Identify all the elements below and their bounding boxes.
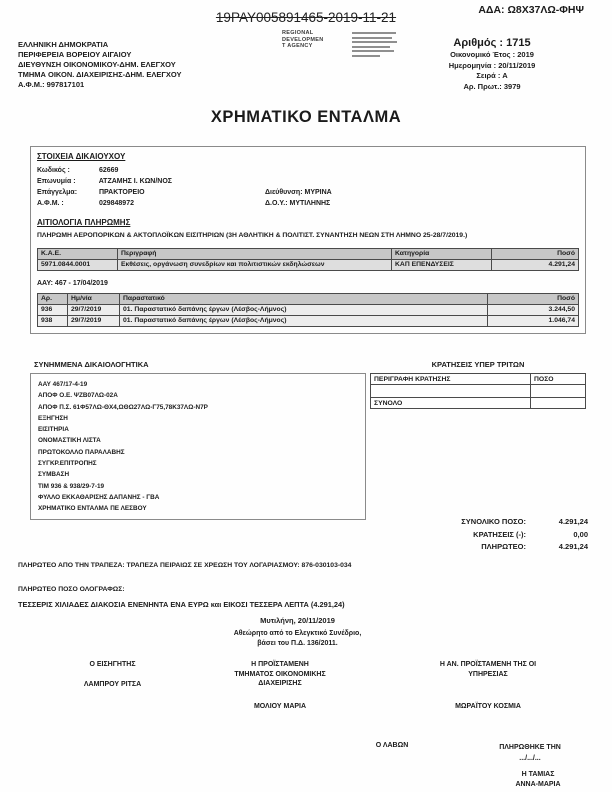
justification-section-title: ΑΙΤΙΟΛΟΓΙΑ ΠΛΗΡΩΜΗΣ [37, 218, 131, 227]
attachment-item: ΦΥΛΛΟ ΕΚΚΑΘΑΡΙΣΗΣ ΔΑΠΑΝΗΣ - ΓΒΑ [38, 493, 160, 501]
withholdings-amount-value: 0,00 [573, 529, 588, 539]
withholding-desc-header: ΠΕΡΙΓΡΑΦΗ ΚΡΑΤΗΣΗΣ [371, 374, 531, 384]
attachment-item: ΟΝΟΜΑΣΤΙΚΗ ΛΙΣΤΑ [38, 437, 101, 445]
kae-category-cell: ΚΑΠ ΕΠΕΝΔΥΣΕΙΣ [392, 260, 492, 270]
invoice-document-cell: 01. Παραστατικό δαπάνης έργων (Λέσβος-Λήμνος) [120, 305, 488, 315]
invoice-row-1 [38, 304, 578, 315]
profession-pair [37, 187, 265, 198]
bank-label: ΠΛΗΡΩΤΕΟ ΑΠΟ ΤΗΝ ΤΡΑΠΕΖΑ: [18, 562, 125, 569]
withholdings-total-value [531, 398, 585, 408]
withholdings-empty-row [371, 384, 585, 397]
paid-on-label: ΠΛΗΡΩΘΗΚΕ ΤΗΝ [499, 744, 561, 751]
invoice-header-amount: Ποσό [557, 295, 575, 302]
issue-date-value: 20/11/2019 [498, 60, 536, 70]
authority-line-3: ΔΙΕΥΘΥΝΣΗ ΟΙΚΟΝΟΜΙΚΟΥ-ΔΗΜ. ΕΛΕΓΧΟΥ [18, 60, 176, 69]
agency-stamp [282, 30, 344, 50]
authority-afm-line: Α.Φ.Μ.: 997817101 [18, 80, 85, 89]
beneficiary-section-title: ΣΤΟΙΧΕΙΑ ΔΙΚΑΙΟΥΧΟΥ [37, 152, 126, 161]
department-head-title-3: ΔΙΑΧΕΙΡΙΣΗΣ [258, 680, 302, 687]
withholdings-amount-row [328, 529, 588, 542]
signature-block-department-head [195, 660, 365, 711]
attachment-item: ΣΥΜΒΑΣΗ [38, 471, 70, 479]
code-value: 62669 [98, 167, 119, 174]
afm-pair [37, 198, 265, 209]
issuing-authority-block [18, 40, 248, 90]
attachment-item: ΑΠΟΦ Π.Σ. 61Φ57ΛΩ-ΘΧ4,ΩΘΩ27ΛΩ-Γ75,78Κ37ΛΩ-Ν7Ρ [38, 403, 208, 411]
kae-amount-cell: 4.291,24 [548, 261, 575, 268]
withholding-amount-cell [531, 385, 585, 397]
acting-head-title-1: Η ΑΝ. ΠΡΟΪΣΤΑΜΕΝΗ ΤΗΣ ΟΙ [439, 661, 537, 668]
invoices-header-row [38, 294, 578, 304]
invoice-no-cell: 938 [38, 316, 68, 326]
attachment-item: ΑΠΟΦ Ο.Ε. ΨΖΒ07ΛΩ-02Α [38, 392, 118, 400]
amount-in-words-label: ΠΛΗΡΩΤΕΟ ΠΟΣΟ ΟΛΟΓΡΑΦΩΣ: [18, 586, 125, 593]
total-amount-row [328, 516, 588, 529]
stamp-line-3: T AGENCY [282, 43, 313, 49]
protocol-value: 3979 [503, 81, 521, 91]
afm-label: Α.Φ.Μ. : [37, 200, 64, 207]
kae-description-cell: Εκθέσεις, οργάνωση συνεδρίων και πολιτιστικών εκδηλώσεων [118, 260, 392, 270]
name-value: ΑΤΖΑΜΗΣ Ι. ΚΩΝ/ΝΟΣ [98, 178, 173, 185]
warrant-number-label: Αριθμός : [453, 37, 504, 49]
invoice-header-no: Αρ. [38, 294, 68, 304]
cashier-name: ΑΝΝΑ-ΜΑΡΙΑ [515, 781, 561, 788]
name-pair [37, 176, 265, 187]
profession-value: ΠΡΑΚΤΟΡΕΙΟ [98, 189, 145, 196]
cashier-title: Η ΤΑΜΙΑΣ [521, 771, 555, 778]
paid-date-placeholder: .../.../... [519, 755, 541, 762]
withholdings-table [370, 373, 586, 409]
justification-text: ΠΛΗΡΩΜΗ ΑΕΡΟΠΟΡΙΚΩΝ & ΑΚΤΟΠΛΟΪΚΩΝ ΕΙΣΙΤΗΡΙΩΝ (3Η ΑΘΛΗΤΙΚΗ & ΠΟΛΙΤΙΣΤ. ΣΥΝΑΝΤΗΣΗ ΝΕΩΝ ΣΤΗ ΛΗΜΝΟ 25-28/7/2019.) [37, 232, 468, 239]
aay-value: 467 - 17/04/2019 [54, 279, 108, 287]
bank-value: ΤΡΑΠΕΖΑ ΠΕΙΡΑΙΩΣ ΣΕ ΧΡΕΩΣΗ ΤΟΥ ΛΟΓΑΡΙΑΣΜΟΥ: 876-030103-034 [126, 562, 352, 569]
series-value: Α [502, 71, 508, 80]
aay-reference [37, 280, 579, 287]
fiscal-year-label: Οικονομικό Έτος : [450, 50, 516, 59]
note-line-2: βάσει του Π.Δ. 136/2011. [257, 639, 338, 647]
invoice-date-cell: 29/7/2019 [68, 305, 120, 315]
beneficiary-name-row [37, 176, 579, 187]
bank-payment-line [18, 562, 351, 569]
note-line-1: Αθεώρητο από το Ελεγκτικό Συνέδριο, [233, 630, 362, 637]
aay-label: ΑΑΥ: [37, 279, 53, 287]
invoice-no-cell: 936 [38, 305, 68, 315]
kae-header-category: Κατηγορία [392, 249, 492, 259]
receiver-label: Ο ΛΑΒΩΝ [375, 742, 409, 749]
warrant-number-line [398, 36, 586, 50]
address-pair [265, 187, 332, 198]
invoice-amount-cell: 3.244,50 [548, 306, 575, 313]
authority-line-2: ΠΕΡΙΦΕΡΕΙΑ ΒΟΡΕΙΟΥ ΑΙΓΑΙΟΥ [18, 50, 132, 59]
attachment-item: ΑΑΥ 467/17-4-19 [38, 381, 88, 388]
kae-header-row [38, 249, 578, 259]
attachments-section-title: ΣΥΝΗΜΜΕΝΑ ΔΙΚΑΙΟΛΟΓΗΤΙΚΑ [34, 360, 149, 369]
issue-date-label: Ημερομηνία : [448, 60, 497, 70]
kae-data-row [38, 259, 578, 270]
attachment-item: ΕΞΗΓΗΣΗ [38, 414, 68, 422]
total-amount-label: ΣΥΝΟΛΙΚΟ ΠΟΣΟ: [461, 517, 526, 526]
payment-confirmation-block [475, 742, 585, 764]
totals-block [328, 516, 588, 554]
audit-exemption-note [170, 629, 425, 648]
attachment-item: ΣΥΓΚΡ.ΕΠΙΤΡΟΠΗΣ [38, 460, 97, 468]
kae-table [37, 248, 579, 271]
invoice-row-2 [38, 315, 578, 326]
acting-head-name: ΜΩΡΑΪΤΟΥ ΚΟΣΜΙΑ [455, 703, 521, 710]
cashier-block [488, 770, 588, 790]
doy-label: Δ.Ο.Υ.: [265, 200, 288, 207]
address-label: Διεύθυνση: [265, 189, 303, 196]
warrant-number-value: 1715 [506, 37, 531, 49]
withholdings-total-label: ΣΥΝΟΛΟ [371, 398, 531, 408]
fiscal-year-line [398, 50, 586, 61]
issue-date-line [398, 61, 586, 72]
code-pair [37, 165, 265, 176]
code-label: Κωδικός : [37, 167, 70, 174]
protocol-line [398, 82, 586, 93]
series-line [398, 71, 586, 82]
stamp-fine-print [352, 32, 398, 59]
authority-line-4: ΤΜΗΜΑ ΟΙΚΟΝ. ΔΙΑΧΕΙΡΙΣΗΣ-ΔΗΜ. ΕΛΕΓΧΟΥ [18, 70, 182, 79]
payable-amount-row [328, 541, 588, 554]
attachment-item: ΤΙΜ 936 & 938/29-7-19 [38, 482, 105, 490]
stamp-line-1: REGIONAL [282, 30, 314, 36]
series-label: Σειρά : [476, 71, 501, 80]
invoice-amount-cell: 1.046,74 [548, 317, 575, 324]
introducer-title: Ο ΕΙΣΗΓΗΤΗΣ [89, 661, 136, 668]
afm-value: 029848972 [98, 200, 134, 207]
withholdings-amount-label: ΚΡΑΤΗΣΕΙΣ (-): [473, 529, 526, 539]
profession-label: Επάγγελμα: [37, 189, 78, 196]
document-title: ΧΡΗΜΑΤΙΚΟ ΕΝΤΑΛΜΑ [210, 108, 402, 126]
withholding-desc-cell [371, 385, 531, 397]
warrant-meta [398, 36, 586, 92]
kae-header-description: Περιγραφή [118, 249, 392, 259]
payable-amount-label: ΠΛΗΡΩΤΕΟ: [481, 542, 526, 551]
department-head-name: ΜΟΛΙΟΥ ΜΑΡΙΑ [253, 702, 307, 710]
acting-head-title-2: ΥΠΗΡΕΣΙΑΣ [468, 670, 508, 678]
kae-code-cell: 5971.0844.0001 [38, 260, 118, 270]
ada-code: ΑΔΑ: Ω8Χ37ΛΩ-ΦΗΨ [478, 4, 584, 16]
kae-header-code: Κ.Α.Ε. [38, 249, 118, 259]
total-amount-value: 4.291,24 [558, 517, 588, 526]
beneficiary-code-row [37, 165, 579, 176]
withholdings-total-row [371, 397, 585, 408]
fiscal-year-value: 2019 [517, 50, 534, 59]
warrant-body [30, 146, 586, 334]
attachments-list [30, 373, 366, 520]
doy-pair [265, 198, 330, 209]
signature-block-acting-head [388, 660, 588, 712]
doy-value: ΜΥΤΙΛΗΝΗΣ [289, 200, 331, 207]
invoices-table [37, 293, 579, 327]
invoice-header-document: Παραστατικό [120, 294, 488, 304]
attachment-item: ΧΡΗΜΑΤΙΚΟ ΕΝΤΑΛΜΑ ΠΕ ΛΕΣΒΟΥ [38, 505, 147, 513]
diavgeia-code: 19ΡΑΥ005891465-2019-11-21 [215, 10, 397, 25]
protocol-label: Αρ. Πρωτ.: [463, 81, 502, 91]
beneficiary-profession-row [37, 187, 579, 198]
introducer-name: ΛΑΜΠΡΟΥ ΡΙΤΣΑ [83, 680, 142, 688]
stamp-line-2: DEVELOPMEN [282, 36, 324, 43]
name-label: Επωνυμία : [37, 178, 76, 185]
place-and-date: Μυτιλήνη, 20/11/2019 [260, 616, 335, 625]
withholding-amount-header: ΠΟΣΟ [534, 375, 554, 383]
kae-header-amount: Ποσό [557, 250, 575, 257]
invoice-date-cell: 29/7/2019 [68, 316, 120, 326]
withholdings-header-row [371, 374, 585, 384]
invoice-header-date: Ημ/νία [68, 294, 120, 304]
payable-amount-value: 4.291,24 [558, 542, 588, 551]
withholdings-section-title: ΚΡΑΤΗΣΕΙΣ ΥΠΕΡ ΤΡΙΤΩΝ [431, 360, 525, 369]
amount-in-words-value: ΤΕΣΣΕΡΙΣ ΧΙΛΙΑΔΕΣ ΔΙΑΚΟΣΙΑ ΕΝΕΝΗΝΤΑ ΕΝΑ ΕΥΡΩ και ΕΙΚΟΣΙ ΤΕΣΣΕΡΑ ΛΕΠΤΑ (4.291,24) [18, 600, 345, 609]
attachment-item: ΠΡΩΤΟΚΟΛΛΟ ΠΑΡΑΛΑΒΗΣ [38, 448, 125, 456]
invoice-document-cell: 01. Παραστατικό δαπάνης έργων (Λέσβος-Λήμνος) [120, 316, 488, 326]
beneficiary-afm-row [37, 198, 579, 209]
department-head-title-1: Η ΠΡΟΪΣΤΑΜΕΝΗ [251, 661, 309, 668]
attachment-item: ΕΙΣΙΤΗΡΙΑ [38, 426, 69, 434]
signature-block-introducer [30, 660, 195, 689]
department-head-title-2: ΤΜΗΜΑΤΟΣ ΟΙΚΟΝΟΜΙΚΗΣ [234, 670, 326, 678]
address-value: ΜΥΡΙΝΑ [304, 189, 332, 196]
authority-line-1: ΕΛΛΗΝΙΚΗ ΔΗΜΟΚΡΑΤΙΑ [18, 40, 109, 49]
